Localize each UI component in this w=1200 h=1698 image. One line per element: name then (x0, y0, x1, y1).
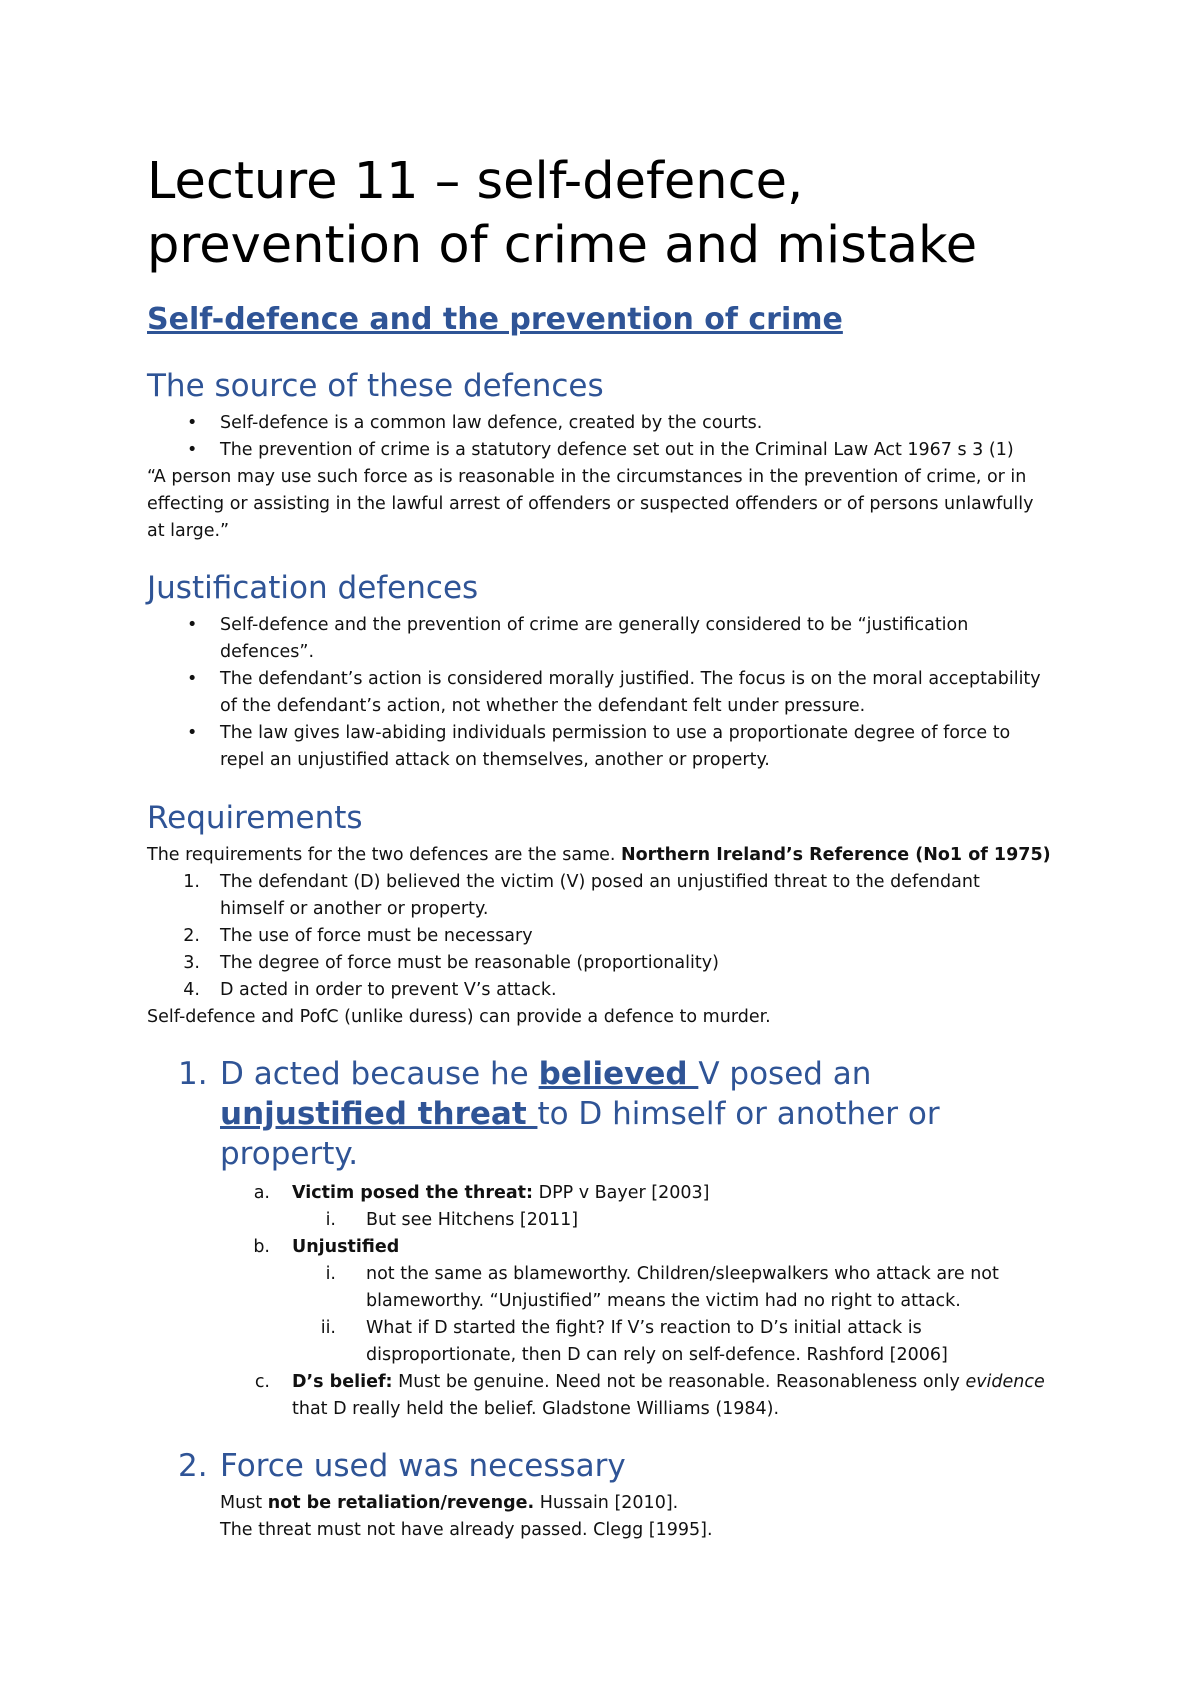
section-1-heading-line-2: unjustified threat to D himself or another or (220, 1096, 940, 1132)
justification-bullet-2-line-1: The defendant’s action is considered morally justified. The focus is on the moral acceptability (220, 669, 1041, 689)
requirement-1-line-2: himself or another or property. (220, 899, 489, 919)
source-bullet-2: The prevention of crime is a statutory defence set out in the Criminal Law Act 1967 s 3 (1) (220, 440, 1014, 460)
source-heading: The source of these defences (147, 368, 604, 404)
case-citation: Northern Ireland’s Reference (No1 of 1975) (621, 845, 1051, 865)
list-letter: c. (254, 1372, 270, 1392)
item-b-i-line-1: not the same as blameworthy. Children/sleepwalkers who attack are not (366, 1264, 999, 1284)
page-title-line-2: prevention of crime and mistake (147, 216, 978, 275)
section-1-heading-line-1: D acted because he believed V posed an (220, 1056, 872, 1092)
justification-heading: Justification defences (147, 570, 479, 606)
section-number: 1. (178, 1056, 208, 1092)
bullet-icon: • (187, 723, 198, 743)
item-c-line-1: D’s belief: Must be genuine. Need not be reasonable. Reasonableness only evidence (292, 1372, 1045, 1392)
list-number: 3. (183, 953, 200, 973)
requirement-3: The degree of force must be reasonable (proportionality) (220, 953, 719, 973)
item-b: Unjustified (292, 1237, 400, 1257)
requirement-4: D acted in order to prevent V’s attack. (220, 980, 557, 1000)
requirements-closing: Self-defence and PofC (unlike duress) can provide a defence to murder. (147, 1007, 771, 1027)
item-b-ii-line-1: What if D started the fight? If V’s reaction to D’s initial attack is (366, 1318, 922, 1338)
section-number: 2. (178, 1448, 208, 1484)
item-c-line-2: that D really held the belief. Gladstone Williams (1984). (292, 1399, 780, 1419)
quote-line-2: effecting or assisting in the lawful arrest of offenders or suspected offenders or of persons unlawfully (147, 494, 1034, 514)
justification-bullet-3-line-1: The law gives law-abiding individuals permission to use a proportionate degree of force to (220, 723, 1011, 743)
section-2-line-1: Must not be retaliation/revenge. Hussain [2010]. (220, 1493, 679, 1513)
section-2-line-2: The threat must not have already passed. Clegg [1995]. (220, 1520, 713, 1540)
section-2-heading: Force used was necessary (220, 1448, 626, 1484)
item-a: Victim posed the threat: DPP v Bayer [2003] (292, 1183, 710, 1203)
list-number: 1. (183, 872, 200, 892)
page-title-line-1: Lecture 11 – self-defence, (147, 152, 804, 211)
item-a-i: But see Hitchens [2011] (366, 1210, 579, 1230)
justification-bullet-3-line-2: repel an unjustified attack on themselves, another or property. (220, 750, 770, 770)
justification-bullet-2-line-2: of the defendant’s action, not whether the defendant felt under pressure. (220, 696, 866, 716)
list-letter: a. (253, 1183, 270, 1203)
list-number: 2. (183, 926, 200, 946)
quote-line-1: “A person may use such force as is reasonable in the circumstances in the prevention of crime, or in (147, 467, 1027, 487)
requirements-intro: The requirements for the two defences are the same. Northern Ireland’s Reference (No1 of 1975) (147, 845, 1051, 865)
list-number: 4. (183, 980, 200, 1000)
list-roman: ii. (320, 1318, 336, 1338)
requirement-1-line-1: The defendant (D) believed the victim (V) posed an unjustified threat to the defendant (220, 872, 980, 892)
list-roman: i. (325, 1264, 336, 1284)
source-bullet-1: Self-defence is a common law defence, created by the courts. (220, 413, 763, 433)
justification-bullet-1-line-1: Self-defence and the prevention of crime are generally considered to be “justification (220, 615, 969, 635)
justification-bullet-1-line-2: defences”. (220, 642, 315, 662)
requirements-heading: Requirements (147, 800, 363, 836)
bullet-icon: • (187, 669, 198, 689)
section-1-heading-line-3: property. (220, 1136, 359, 1172)
item-b-ii-line-2: disproportionate, then D can rely on self-defence. Rashford [2006] (366, 1345, 948, 1365)
quote-line-3: at large.” (147, 521, 230, 541)
requirement-2: The use of force must be necessary (220, 926, 533, 946)
item-b-i-line-2: blameworthy. “Unjustified” means the victim had no right to attack. (366, 1291, 961, 1311)
list-roman: i. (325, 1210, 336, 1230)
bullet-icon: • (187, 413, 198, 433)
list-letter: b. (253, 1237, 270, 1257)
bullet-icon: • (187, 615, 198, 635)
main-heading: Self-defence and the prevention of crime (147, 302, 843, 337)
bullet-icon: • (187, 440, 198, 460)
